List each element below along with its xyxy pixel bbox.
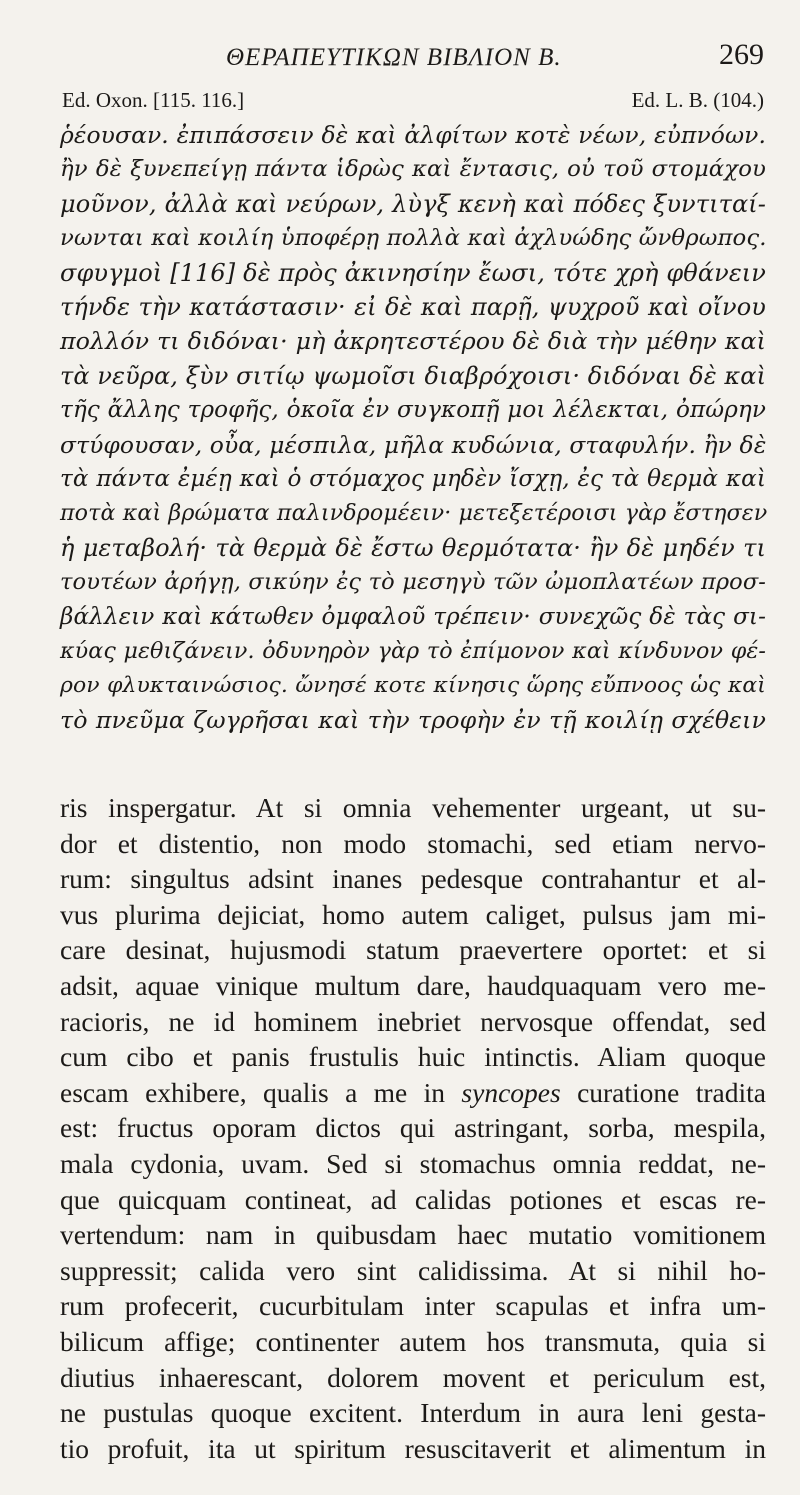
italic-term: syncopes: [461, 1076, 561, 1108]
greek-line: ἡ μεταβολή· τὰ θερμὰ δὲ ἔστω θερμότατα· ἢν δὲ μηδέν τι: [60, 533, 766, 562]
greek-line: τὰ νεῦρα, ξὺν σιτίῳ ψωμοῖσι διαβρόχοισι· διδόναι δὲ καὶ: [60, 361, 767, 390]
greek-line: ποτὰ καὶ βρώματα παλινδρομέειν· μετεξετέροισι γὰρ ἔστησεν: [60, 500, 768, 527]
greek-line: πολλόν τι διδόναι· μὴ ἀκρητεστέρου δὲ διὰ τὴν μέθην καὶ: [60, 327, 766, 356]
page-number: 269: [719, 38, 764, 71]
latin-line: cum cibo et panis frustulis huic intinctis. Aliam quoque: [60, 1041, 766, 1073]
latin-line: vertendum: nam in quibusdam haec mutatio vomitionem: [60, 1219, 766, 1251]
greek-line: στύφουσαν, οὖα, μέσπιλα, μῆλα κυδώνια, σταφυλήν. ἢν δὲ: [60, 430, 767, 459]
edition-references: [0, 88, 800, 118]
latin-line: est: fructus oporam dictos qui astringant, sorba, mespila,: [60, 1112, 766, 1144]
latin-line: [60, 1075, 766, 1111]
greek-line: τῆς ἄλλης τροφῆς, ὁκοῖα ἐν συγκοπῇ μοι λέλεκται, ὀπώρην: [60, 397, 766, 424]
latin-line-segment: escam exhibere, qualis a me in: [60, 1076, 462, 1108]
latin-line: tio profuit, ita ut spiritum resuscitaverit et alimentum in: [60, 1432, 766, 1464]
latin-line: adsit, aquae vinique multum dare, haudquaquam vero me-: [60, 969, 766, 1001]
latin-line: mala cydonia, uvam. Sed si stomachus omnia reddat, ne-: [60, 1147, 766, 1179]
greek-line: βάλλειν καὶ κάτωθεν ὀμφαλοῦ τρέπειν· συνεχῶς δὲ τὰς σι-: [60, 603, 766, 630]
greek-line: ρον φλυκταινώσιος. ὤνησέ κοτε κίνησις ὥρης εὔπνοος ὡς καὶ: [60, 672, 766, 698]
latin-line: ne pustulas quoque excitent. Interdum in aura leni gesta-: [60, 1397, 766, 1429]
latin-line: diutius inhaerescant, dolorem movent et periculum est,: [60, 1361, 766, 1393]
greek-line: τὰ πάντα ἐμέῃ καὶ ὁ στόμαχος μηδὲν ἴσχῃ, ἐς τὰ θερμὰ καὶ: [60, 466, 766, 493]
latin-text-block: [60, 790, 766, 1466]
greek-line: ῥέουσαν. ἐπιπάσσειν δὲ καὶ ἀλφίτων κοτὲ νέων, εὐπνόων.: [60, 121, 766, 149]
greek-line: τουτέων ἀρήγῃ, σικύην ἐς τὸ μεσηγὺ τῶν ὠμοπλατέων προσ-: [60, 569, 766, 596]
greek-line: νωνται καὶ κοιλίη ὑποφέρῃ πολλὰ καὶ ἀχλυώδης ὤνθρωπος.: [60, 225, 767, 252]
greek-text-block: [60, 118, 766, 737]
edition-lb: Ed. L. B. (104.): [631, 88, 764, 112]
greek-line: τὸ πνεῦμα ζωγρῆσαι καὶ τὴν τροφὴν ἐν τῇ κοιλίῃ σχέθειν: [60, 705, 766, 734]
latin-line: rum: singultus adsint inanes pedesque contrahantur et al-: [60, 863, 766, 895]
greek-line: μοῦνον, ἀλλὰ καὶ νεύρων, λὺγξ κενὴ καὶ πόδες ξυντιταί-: [60, 189, 766, 218]
greek-line: ἢν δὲ ξυνεπείγῃ πάντα ἱδρὼς καὶ ἔντασις, οὐ τοῦ στομάχου: [60, 156, 766, 183]
greek-line: τήνδε τὴν κατάστασιν· εἰ δὲ καὶ παρῇ, ψυχροῦ καὶ οἴνου: [60, 293, 766, 322]
latin-line-segment: curatione tradita: [560, 1076, 766, 1108]
latin-line: racioris, ne id hominem inebriet nervosque offendat, sed: [60, 1005, 766, 1037]
edition-oxon: Ed. Oxon. [115. 116.]: [62, 88, 245, 112]
greek-line: κύας μεθιζάνειν. ὀδυνηρὸν γὰρ τὸ ἐπίμονον καὶ κίνδυνον φέ-: [60, 638, 766, 665]
latin-line: rum profecerit, cucurbitulam inter scapulas et infra um-: [60, 1290, 766, 1322]
latin-line: ris inspergatur. At si omnia vehementer urgeant, ut su-: [60, 792, 766, 823]
latin-line: bilicum affige; continenter autem hos transmuta, quia si: [60, 1325, 766, 1357]
running-head: [0, 34, 800, 74]
latin-line: suppressit; calida vero sint calidissima. At si nihil ho-: [60, 1254, 766, 1286]
greek-line: σφυγμοὶ [116] δὲ πρὸς ἀκινησίην ἔωσι, τότε χρὴ φθάνειν: [60, 258, 766, 287]
latin-line: vus plurima dejiciat, homo autem caliget, pulsus jam mi-: [60, 898, 766, 930]
latin-line: dor et distentio, non modo stomachi, sed etiam nervo-: [60, 827, 766, 859]
running-title: ΘΕΡΑΠΕΥΤΙΚΩΝ ΒΙΒΛΙΟΝ Β.: [226, 44, 562, 71]
latin-line: care desinat, hujusmodi statum praevertere oportet: et si: [60, 934, 766, 966]
latin-line: que quicquam contineat, ad calidas potiones et escas re-: [60, 1183, 766, 1215]
